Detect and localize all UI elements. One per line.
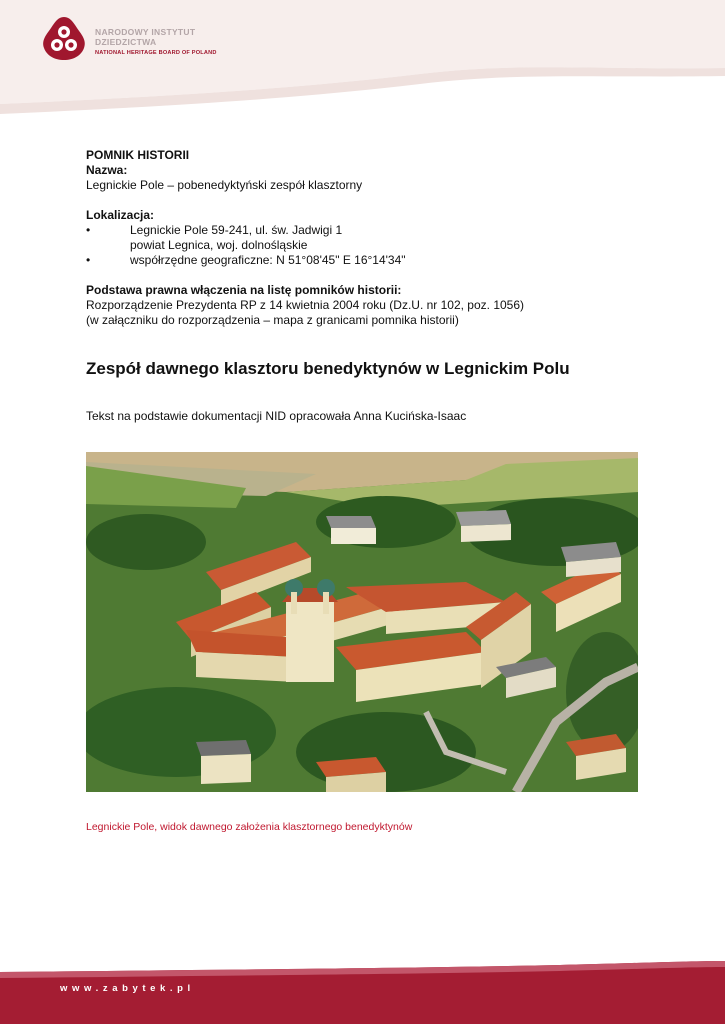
legal-basis-line: Rozporządzenie Prezydenta RP z 14 kwietnia 2004 roku (Dz.U. nr 102, poz. 1056) [86, 298, 525, 312]
name-value: Legnickie Pole – pobenedyktyński zespół klasztorny [86, 178, 363, 192]
website-link[interactable]: www.zabytek.pl [60, 983, 195, 994]
bullet-icon: • [86, 253, 91, 267]
nid-trefoil-logo-icon[interactable] [40, 16, 88, 62]
location-item [86, 253, 646, 268]
author-credit: Tekst na podstawie dokumentacji NID opracowała Anna Kucińska-Isaac [86, 409, 467, 423]
legal-basis-label: Podstawa prawna włączenia na listę pomników historii: [86, 283, 402, 297]
photo-caption: Legnickie Pole, widok dawnego założenia klasztornego benedyktynów [86, 821, 413, 833]
legal-basis-note: (w załączniku do rozporządzenia – mapa z granicami pomnika historii) [86, 313, 459, 327]
location-label: Lokalizacja: [86, 208, 155, 222]
address-line: Legnickie Pole 59-241, ul. św. Jadwigi 1 [130, 223, 343, 237]
coordinates-line: współrzędne geograficzne: N 51°08'45" E 16°14'34" [130, 253, 406, 267]
org-name-english: NATIONAL HERITAGE BOARD OF POLAND [95, 50, 217, 56]
document-metadata [86, 148, 646, 328]
aerial-photo-monastery [86, 452, 638, 792]
org-name-block [95, 27, 217, 58]
section-label: POMNIK HISTORII [86, 148, 190, 162]
page-title: Zespół dawnego klasztoru benedyktynów w Legnickim Polu [86, 359, 570, 378]
org-name-line1: NARODOWY INSTYTUT [95, 27, 196, 37]
district-line: powiat Legnica, woj. dolnośląskie [130, 238, 308, 252]
bullet-icon: • [86, 223, 91, 237]
org-name-line2: DZIEDZICTWA [95, 37, 157, 47]
location-item [86, 223, 646, 238]
name-label: Nazwa: [86, 163, 128, 177]
header-band [0, 0, 725, 120]
